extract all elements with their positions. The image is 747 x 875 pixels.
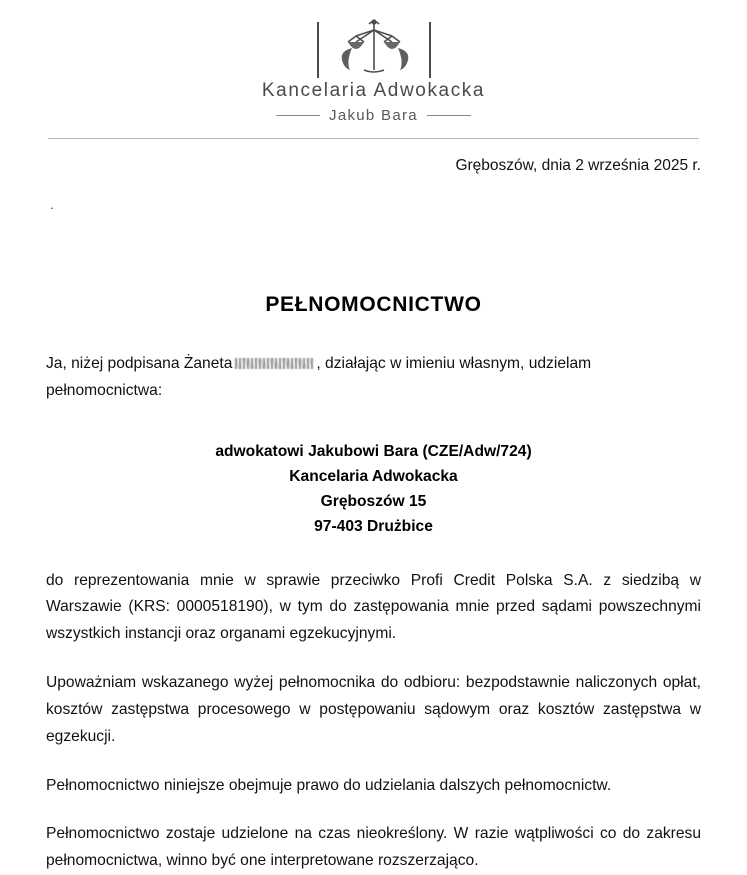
place-and-date: Gręboszów, dnia 2 września 2025 r. (455, 157, 701, 174)
firm-person-row (276, 107, 471, 124)
paragraph-3: Pełnomocnictwo niniejsze obejmuje prawo do udzielania dalszych pełnomocnictw. (46, 776, 612, 794)
page-title: PEŁNOMOCNICTWO (265, 293, 482, 316)
header-divider (48, 138, 699, 139)
paragraph-1: do reprezentowania mnie w sprawie przeciwko Profi Credit Polska S.A. z siedzibą w Warszawie (KRS: 0000518190), w tym do zastępowania mnie przed sądami powszechnymi wszystkich instancji oraz organami egzekucyjnymi. (46, 571, 701, 643)
intro-text-after: , działając w imieniu własnym, udzielam pełnomocnictwa: (46, 355, 592, 399)
attorney-block (46, 439, 701, 540)
logo-rule-right (429, 22, 431, 78)
intro-paragraph (46, 351, 701, 405)
letterhead (0, 0, 747, 124)
redacted-surname (235, 358, 313, 369)
stray-mark: . (50, 197, 54, 212)
intro-text-before: Ja, niżej podpisana Żaneta (46, 355, 233, 372)
scales-of-justice-monogram-icon (299, 16, 449, 78)
decorative-rule-right (427, 115, 471, 116)
firm-name: Kancelaria Adwokacka (261, 80, 486, 101)
attorney-line-1: adwokatowi Jakubowi Bara (CZE/Adw/724) (215, 442, 532, 460)
logo-rule-left (317, 22, 319, 78)
paragraph-2: Upoważniam wskazanego wyżej pełnomocnika do odbioru: bezpodstawnie naliczonych opłat, kosztów zastępstwa procesowego w postępowaniu sądowym oraz kosztów zastępstwa w egzekucji. (46, 674, 701, 745)
attorney-line-4: 97-403 Drużbice (314, 518, 433, 536)
document-body (0, 157, 747, 875)
firm-person: Jakub Bara (329, 107, 418, 124)
attorney-line-3: Gręboszów 15 (320, 493, 427, 511)
paragraph-4: Pełnomocnictwo zostaje udzielone na czas nieokreślony. W razie wątpliwości co do zakresu pełnomocnictwa, winno być one interpretowane rozszerzająco. (46, 825, 701, 870)
attorney-line-2: Kancelaria Adwokacka (289, 467, 458, 485)
decorative-rule-left (276, 115, 320, 116)
